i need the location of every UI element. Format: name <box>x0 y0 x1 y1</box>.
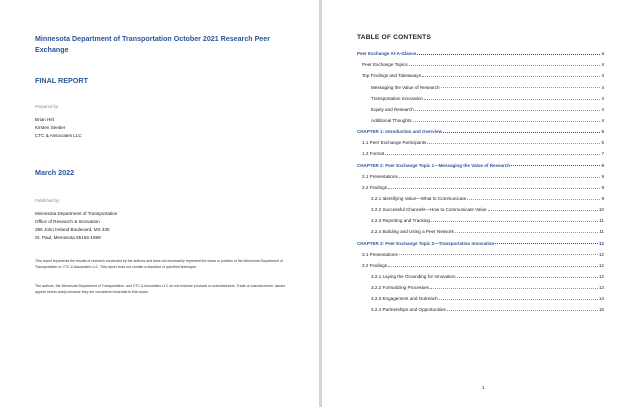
toc-entry[interactable] <box>357 78 604 89</box>
toc-dot-leader <box>441 87 601 88</box>
toc-entry-page: 4 <box>601 117 604 123</box>
toc-entry[interactable] <box>357 279 604 290</box>
toc-entry-page: 5 <box>601 129 604 135</box>
toc-dot-leader <box>431 221 598 222</box>
toc-dot-leader <box>447 310 598 311</box>
toc-entry-title: Peer Exchange Topics <box>362 62 408 68</box>
toc-entry[interactable] <box>357 212 604 223</box>
toc-chapter-entry[interactable] <box>357 234 604 245</box>
toc-dot-leader <box>457 277 598 278</box>
toc-dot-leader <box>385 154 600 155</box>
toc-entry[interactable] <box>357 257 604 268</box>
toc-dot-leader <box>439 299 598 300</box>
toc-entry-title: 2.2.3 Reporting and Tracking <box>371 218 430 224</box>
toc-entry[interactable] <box>357 168 604 179</box>
toc-chapter-entry[interactable] <box>357 45 604 56</box>
toc-entry[interactable] <box>357 290 604 301</box>
toc-entry-page: 10 <box>598 207 604 213</box>
toc-entry[interactable] <box>357 179 604 190</box>
publisher-address <box>35 210 117 242</box>
toc-dot-leader <box>409 65 601 66</box>
publisher-line: Office of Research & Innovation <box>35 219 100 224</box>
toc-entry[interactable] <box>357 268 604 279</box>
toc-entry-title: CHAPTER 3: Peer Exchange Topic 2—Transportation Innovation <box>357 240 495 246</box>
toc-entry-page: 7 <box>601 151 604 157</box>
toc-entry-page: 14 <box>598 296 604 302</box>
toc-entry[interactable] <box>357 301 604 312</box>
author-name: Brian Hirt <box>35 117 55 122</box>
report-type: FINAL REPORT <box>35 76 88 85</box>
toc-dot-leader <box>467 199 600 200</box>
toc-entry-page: 15 <box>598 307 604 313</box>
toc-dot-leader <box>424 99 601 100</box>
toc-entry[interactable] <box>357 190 604 201</box>
toc-entry-title: 2.2.2 Successful Channels—How to Communicate Value <box>371 207 487 213</box>
toc-entry-page: 12 <box>598 262 604 268</box>
toc-entry-title: 1.1 Peer Exchange Participants <box>362 140 427 146</box>
toc-heading: TABLE OF CONTENTS <box>357 34 431 41</box>
toc-entry-title: Peer Exchange At-A-Glance <box>357 51 417 57</box>
toc-entry[interactable] <box>357 145 604 156</box>
toc-entry-title: 3.2.3 Engagement and Outreach <box>371 296 438 302</box>
toc-entry[interactable] <box>357 101 604 112</box>
toc-entry[interactable] <box>357 223 604 234</box>
toc-entry-page: 4 <box>601 73 604 79</box>
toc-entry-page: 9 <box>601 162 604 168</box>
toc-entry-title: Transportation Innovation <box>371 95 423 101</box>
cover-page <box>0 0 319 407</box>
toc-entry-title: Additional Thoughts <box>371 117 412 123</box>
report-date: March 2022 <box>35 168 75 177</box>
toc-entry-page: 13 <box>598 285 604 291</box>
toc-dot-leader <box>399 254 598 255</box>
toc-entry-page: 5 <box>601 140 604 146</box>
toc-entry-title: 2.2.4 Building and Using a Peer Network <box>371 229 454 235</box>
toc-dot-leader <box>511 165 601 166</box>
toc-dot-leader <box>495 243 598 244</box>
toc-list <box>357 45 604 312</box>
toc-entry-page: 4 <box>601 95 604 101</box>
toc-entry-page: 11 <box>599 229 604 235</box>
toc-entry-page: 4 <box>601 51 604 57</box>
prepared-by-list <box>35 116 82 140</box>
toc-entry-title: 2.2.1 Identifying Value—What to Communicate <box>371 195 467 201</box>
toc-entry-title: 1.2 Format <box>362 151 385 157</box>
toc-entry-page: 12 <box>598 240 604 246</box>
toc-entry-title: 3.2 Findings <box>362 262 388 268</box>
toc-entry-title: CHAPTER 1: Introduction and Overview <box>357 129 443 135</box>
author-name: Kirsten Seeber <box>35 125 66 130</box>
toc-page <box>322 0 640 407</box>
toc-entry-page: 9 <box>601 184 604 190</box>
toc-dot-leader <box>430 288 598 289</box>
disclaimer-views: This report represents the results of research conducted by the authors and does not necessarily represent the views or policies of the Minnesota Department of Transportation or CTC & Associates LLC. This report does not contain a standard or specified technique. <box>35 259 283 269</box>
toc-dot-leader <box>415 110 601 111</box>
publisher-line: St. Paul, Minnesota 55155-1899 <box>35 235 101 240</box>
toc-chapter-entry[interactable] <box>357 123 604 134</box>
toc-entry-page: 9 <box>601 195 604 201</box>
toc-entry-title: Equity and Research <box>371 106 414 112</box>
toc-entry-page: 12 <box>598 251 604 257</box>
document-title: Minnesota Department of Transportation October 2021 Research Peer Exchange <box>35 35 270 54</box>
toc-dot-leader <box>427 143 600 144</box>
page-number: 1 <box>482 386 485 391</box>
toc-entry-title: Top Findings and Takeaways <box>362 73 421 79</box>
published-by-label: Published by: <box>35 198 61 203</box>
disclaimer-endorsement: The authors, the Minnesota Department of Transportation, and CTC & Associates LLC do not endorse products or manufacturers. Trade or manufacturers' names appear herein solely because they are considered essential to this report. <box>35 284 286 294</box>
toc-entry-page: 4 <box>601 62 604 68</box>
toc-entry-page: 9 <box>601 173 604 179</box>
toc-dot-leader <box>422 76 601 77</box>
toc-entry-title: 3.1 Presentations <box>362 251 398 257</box>
publisher-line: 395 John Ireland Boulevard, MS 330 <box>35 227 110 232</box>
toc-dot-leader <box>413 121 601 122</box>
toc-entry-title: 2.1 Presentations <box>362 173 398 179</box>
toc-dot-leader <box>443 132 600 133</box>
prepared-by-label: Prepared by: <box>35 104 59 109</box>
toc-entry-page: 11 <box>599 218 604 224</box>
toc-dot-leader <box>399 177 601 178</box>
toc-entry[interactable] <box>357 134 604 145</box>
toc-entry[interactable] <box>357 56 604 67</box>
toc-entry[interactable] <box>357 90 604 101</box>
toc-entry-title: CHAPTER 2: Peer Exchange Topic 1—Messaging the Value of Research <box>357 162 510 168</box>
toc-dot-leader <box>488 210 598 211</box>
toc-entry-title: 3.2.1 Laying the Grounding for Innovation <box>371 273 456 279</box>
toc-entry[interactable] <box>357 246 604 257</box>
toc-entry[interactable] <box>357 67 604 78</box>
toc-dot-leader <box>455 232 598 233</box>
toc-entry-title: 2.2 Findings <box>362 184 388 190</box>
toc-entry-title: Messaging the Value of Research <box>371 84 440 90</box>
toc-dot-leader <box>388 266 598 267</box>
toc-chapter-entry[interactable] <box>357 156 604 167</box>
toc-entry-page: 4 <box>601 106 604 112</box>
toc-entry-title: 3.2.4 Partnerships and Opportunities <box>371 307 446 313</box>
toc-entry[interactable] <box>357 201 604 212</box>
toc-entry-page: 4 <box>601 84 604 90</box>
toc-entry[interactable] <box>357 112 604 123</box>
author-organization: CTC & Associates LLC <box>35 133 82 138</box>
toc-dot-leader <box>417 54 600 55</box>
toc-entry-title: 3.2.2 Formalizing Processes <box>371 285 429 291</box>
toc-entry-page: 12 <box>598 273 604 279</box>
toc-dot-leader <box>388 188 600 189</box>
publisher-line: Minnesota Department of Transportation <box>35 211 118 216</box>
